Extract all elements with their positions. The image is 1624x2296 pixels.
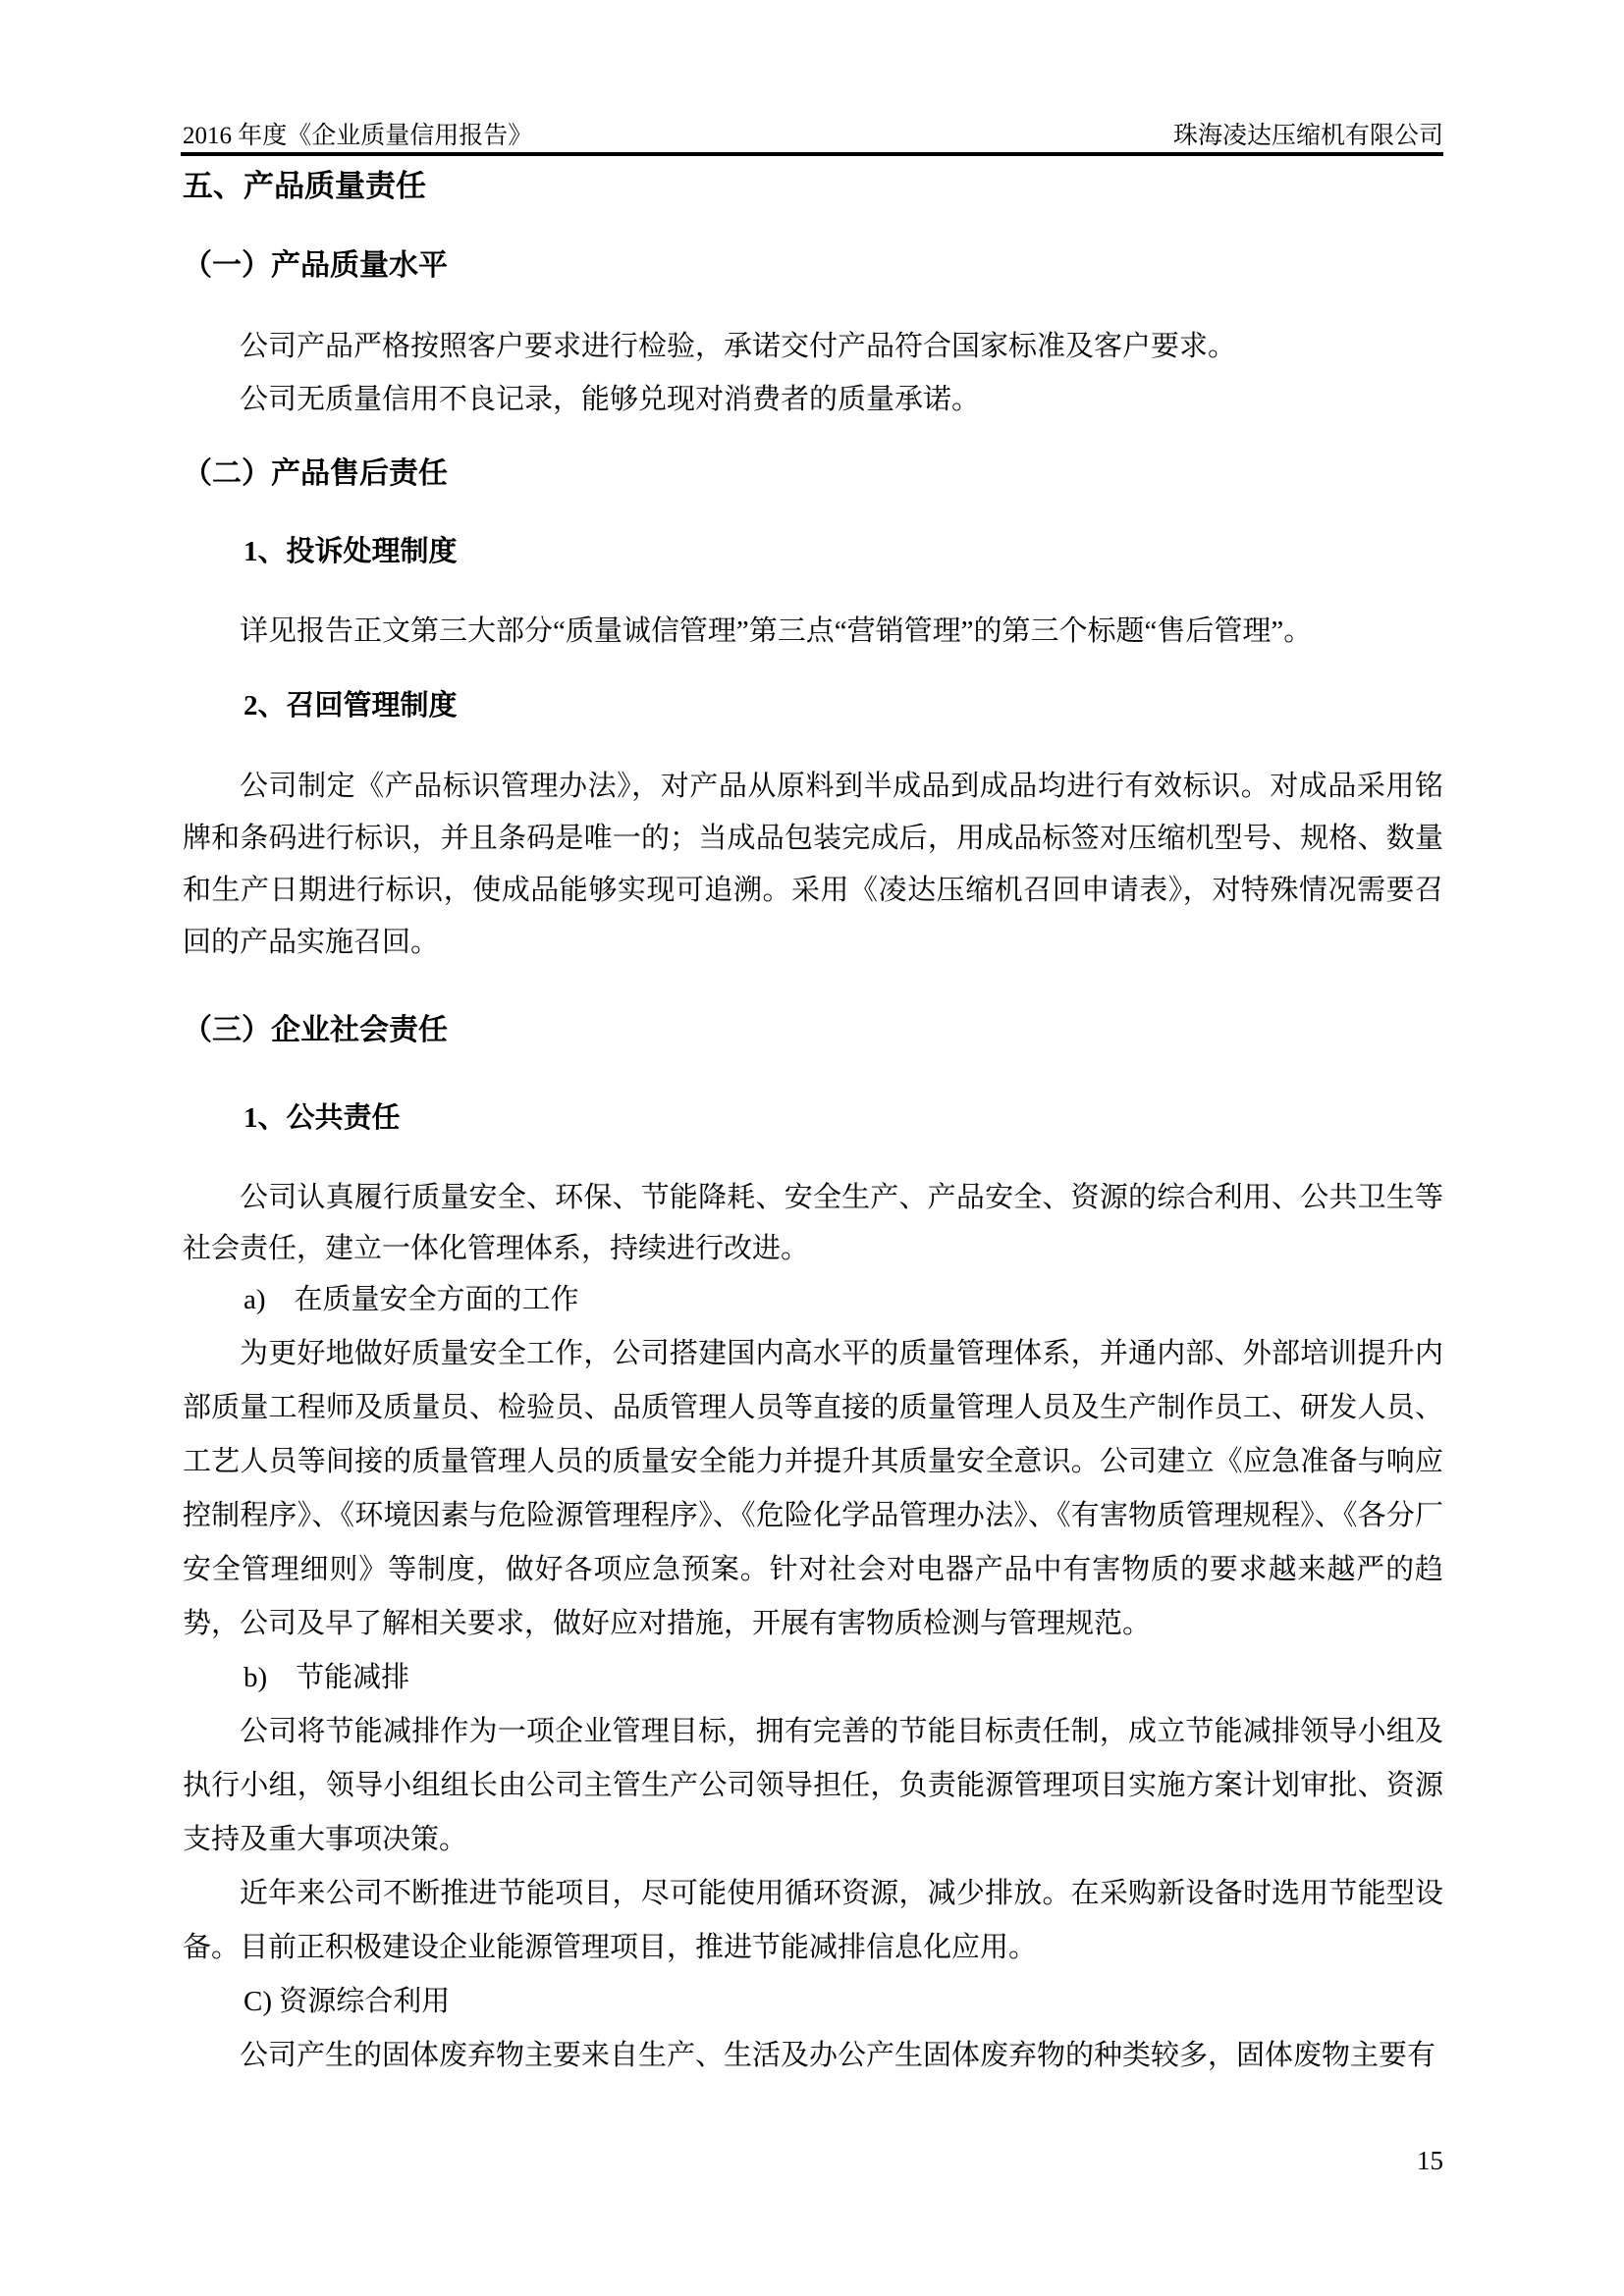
- section-3-paragraph-1: [183, 1172, 1443, 1274]
- section-2-heading: （二）产品售后责任: [183, 457, 448, 490]
- paragraph: 公司认真履行质量安全、环保、节能降耗、安全生产、产品安全、资源的综合利用、公共卫生等社会责任，建立一体化管理体系，持续进行改进。: [183, 1182, 1443, 1264]
- paragraph: 公司将节能减排作为一项企业管理目标，拥有完善的节能目标责任制，成立节能减排领导小组及执行小组，领导小组组长由公司主管生产公司领导担任，负责能源管理项目实施方案计划审批、资源支持及重大事项决策。: [183, 1716, 1443, 1855]
- header-company-name: 珠海凌达压缩机有限公司: [1172, 123, 1443, 149]
- header-report-title: 2016 年度《企业质量信用报告》: [183, 123, 533, 149]
- section-1-heading: （一）产品质量水平: [183, 249, 448, 282]
- section-3-paragraph-4: [183, 1867, 1443, 1975]
- page-number: 15: [1417, 2146, 1443, 2175]
- paragraph: 公司产生的固体废弃物主要来自生产、生活及办公产生固体废弃物的种类较多，固体废物主要有: [240, 2040, 1436, 2071]
- header-divider: [181, 152, 1443, 156]
- section-3-paragraph-2: [183, 1327, 1443, 1651]
- chapter-heading: 五、产品质量责任: [183, 169, 426, 203]
- paragraph: 公司制定《产品标识管理办法》，对产品从原料到半成品到成品均进行有效标识。对成品采用铭牌和条码进行标识，并且条码是唯一的；当成品包装完成后，用成品标签对压缩机型号、规格、数量和生产日期进行标识，使成品能够实现可追溯。采用《凌达压缩机召回申请表》，对特殊情况需要召回的产品实施召回。: [183, 771, 1443, 958]
- page-header: [183, 122, 1443, 151]
- section-2-paragraph-2: [183, 761, 1443, 969]
- paragraph: 详见报告正文第三大部分“质量诚信管理”第三点“营销管理”的第三个标题“售后管理”。: [240, 615, 1313, 647]
- paragraph: 公司无质量信用不良记录，能够兑现对消费者的质量承诺。: [240, 384, 981, 415]
- section-3-sub-1-heading: 1、公共责任: [244, 1102, 401, 1134]
- section-2-sub-2-heading: 2、召回管理制度: [244, 690, 458, 721]
- paragraph: 为更好地做好质量安全工作，公司搭建国内高水平的质量管理体系，并通内部、外部培训提升内部质量工程师及质量员、检验员、品质管理人员等直接的质量管理人员及生产制作员工、研发人员、工艺人员等间接的质量管理人员的质量安全能力并提升其质量安全意识。公司建立《应急准备与响应控制程序》、《环境因素与危险源管理程序》、《危险化学品管理办法》、《有害物质管理规程》、《各分厂安全管理细则》等制度，做好各项应急预案。针对社会对电器产品中有害物质的要求越来越严的趋势，公司及早了解相关要求，做好应对措施，开展有害物质检测与管理规范。: [183, 1338, 1443, 1639]
- section-2-sub-1-heading: 1、投诉处理制度: [244, 536, 458, 567]
- section-3-heading: （三）企业社会责任: [183, 1014, 448, 1046]
- section-1-paragraphs: [183, 320, 1443, 426]
- section-3-paragraph-3: [183, 1705, 1443, 1867]
- paragraph: 公司产品严格按照客户要求进行检验，承诺交付产品符合国家标准及客户要求。: [240, 331, 1237, 362]
- paragraph: 近年来公司不断推进节能项目，尽可能使用循环资源，减少排放。在采购新设备时选用节能型设备。目前正积极建设企业能源管理项目，推进节能减排信息化应用。: [183, 1878, 1443, 1963]
- section-3-paragraph-5: [183, 2029, 1443, 2083]
- list-item-b: b) 节能减排: [244, 1662, 410, 1693]
- list-item-a: a) 在质量安全方面的工作: [244, 1284, 579, 1315]
- list-item-c: C) 资源综合利用: [244, 1986, 451, 2017]
- section-2-paragraph-1: [183, 605, 1443, 658]
